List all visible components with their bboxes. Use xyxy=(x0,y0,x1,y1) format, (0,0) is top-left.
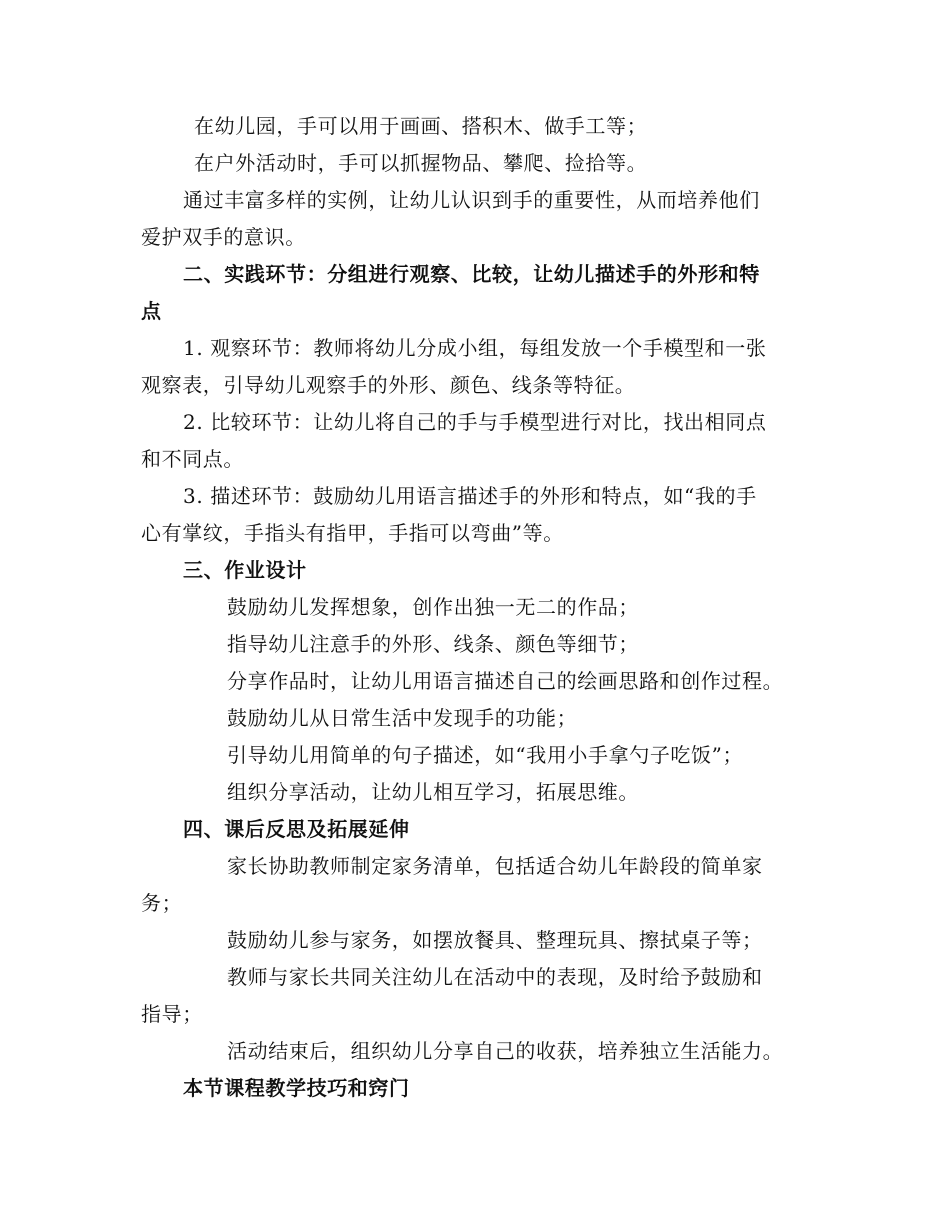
text-line: 鼓励幼儿发挥想象，创作出独一无二的作品； xyxy=(227,595,639,619)
section-heading: 二、实践环节：分组进行观察、比较，让幼儿描述手的外形和特 xyxy=(183,262,760,286)
section-heading: 本节课程教学技巧和窍门 xyxy=(183,1076,410,1100)
section-heading: 三、作业设计 xyxy=(183,558,307,582)
text-line: 教师与家长共同关注幼儿在活动中的表现，及时给予鼓励和 xyxy=(227,965,763,989)
text-line: 指导； xyxy=(141,1002,203,1026)
text-line: 引导幼儿用简单的句子描述，如“我用小手拿勺子吃饭”； xyxy=(227,743,744,767)
text-line: 在户外活动时，手可以抓握物品、攀爬、捡拾等。 xyxy=(194,151,648,175)
text-line: 务； xyxy=(141,891,183,915)
text-line: 爱护双手的意识。 xyxy=(141,225,306,249)
text-line: 观察表，引导幼儿观察手的外形、颜色、线条等特征。 xyxy=(141,373,636,397)
text-line: 家长协助教师制定家务清单，包括适合幼儿年龄段的简单家 xyxy=(227,854,763,878)
text-line: 3. 描述环节：鼓励幼儿用语言描述手的外形和特点，如“我的手 xyxy=(183,484,757,508)
text-line: 分享作品时，让幼儿用语言描述自己的绘画思路和创作过程。 xyxy=(227,669,784,693)
text-line: 在幼儿园，手可以用于画画、搭积木、做手工等； xyxy=(194,114,648,138)
text-line: 鼓励幼儿从日常生活中发现手的功能； xyxy=(227,706,578,730)
text-line: 鼓励幼儿参与家务，如摆放餐具、整理玩具、擦拭桌子等； xyxy=(227,928,763,952)
text-line: 2. 比较环节：让幼儿将自己的手与手模型进行对比，找出相同点 xyxy=(183,410,767,434)
text-line: 组织分享活动，让幼儿相互学习，拓展思维。 xyxy=(227,780,639,804)
text-line: 活动结束后，组织幼儿分享自己的收获，培养独立生活能力。 xyxy=(227,1039,784,1063)
section-heading: 点 xyxy=(141,299,162,323)
text-line: 指导幼儿注意手的外形、线条、颜色等细节； xyxy=(227,632,639,656)
text-line: 心有掌纹，手指头有指甲，手指可以弯曲”等。 xyxy=(141,521,564,545)
text-line: 通过丰富多样的实例，让幼儿认识到手的重要性，从而培养他们 xyxy=(183,188,760,212)
text-line: 1. 观察环节：教师将幼儿分成小组，每组发放一个手模型和一张 xyxy=(183,336,767,360)
text-line: 和不同点。 xyxy=(141,447,244,471)
section-heading: 四、课后反思及拓展延伸 xyxy=(183,817,410,841)
